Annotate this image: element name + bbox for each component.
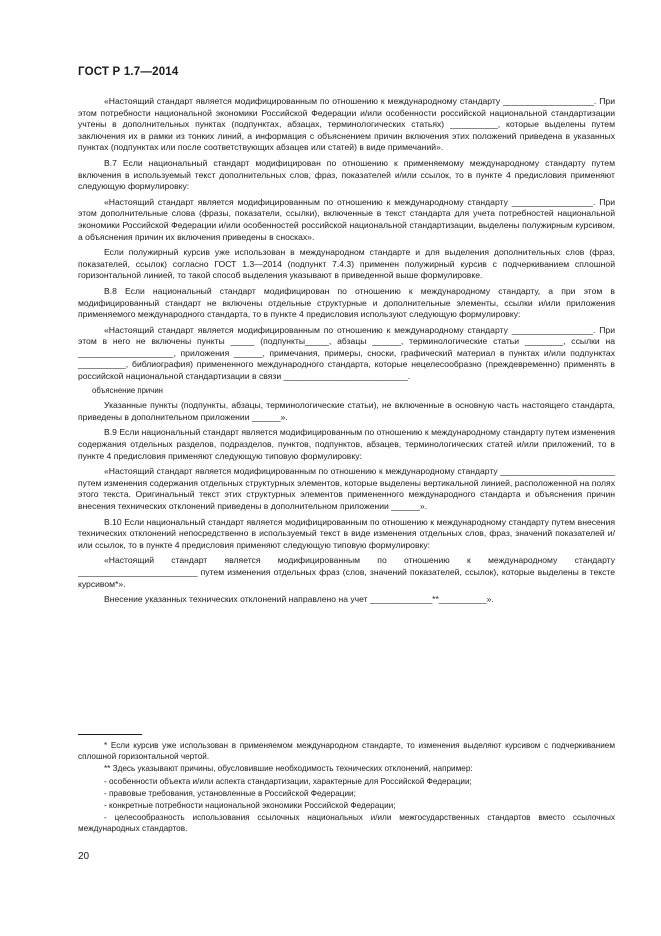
- paragraph-v6-formula: «Настоящий стандарт является модифицированным по отношению к международному стандарту ___________________. При этом потребности национальной экономики Российской Федерации и/или особенности российской национальной стандартизации учтены в дополнительных пунктах (подпунктах, абзацах, терминологических статьях) __________, которые выделены путем заключения их в рамки из тонких линий, а информация с объяснением причин включения этих положений приведена в указанных пунктах (подпунктах или после соответствующих абзацев или статей) в виде примечаний».: [78, 96, 615, 153]
- footnote-2-item: - конкретные потребности национальной экономики Российской Федерации;: [104, 801, 396, 811]
- blank-caption: объяснение причин: [92, 385, 163, 395]
- footnote-2-item: - целесообразность использования ссылочных национальных и/или межгосударственных стандартов вместо ссылочных международных стандартов.: [78, 813, 615, 834]
- paragraph-v10-note: Внесение указанных технических отклонений направлено на учет _____________**__________».: [104, 594, 494, 605]
- footnote-divider: [78, 734, 142, 735]
- paragraph-v7-note: Если полужирный курсив уже использован в международном стандарте и для выделения дополнительных слов (фраз, показателей, ссылок) согласно ГОСТ 1.3—2014 (подпункт 7.4.3) применен полужирный курсив с подчеркиванием сплошной горизонтальной линией, то такой способ выделения указывают в приведенной выше формулировке.: [78, 247, 615, 281]
- page-number: 20: [78, 851, 90, 862]
- footnote-2-item: - правовые требования, установленные в Российской Федерации;: [104, 788, 356, 798]
- paragraph-v9: В.9 Если национальный стандарт является модифицированным по отношению к международному стандарту путем изменения содержания отдельных разделов, подразделов, пунктов, подпунктов, абзацев, терминологических статей и/или приложений, то в пункте 4 предисловия применяют следующую типовую формулировку:: [78, 427, 615, 461]
- paragraph-v8-continuation: Указанные пункты (подпункты, абзацы, терминологические статьи), не включенные в основную часть настоящего стандарта, приведены в дополнительном приложении ______».: [78, 400, 615, 422]
- paragraph-v10-formula: «Настоящий стандарт является модифицированным по отношению к международному стандарту _________________________ путем изменения отдельных фраз (слов, значений показателей, ссылок), которые выделены в тексте курсивом*».: [78, 555, 615, 589]
- paragraph-v9-formula: «Настоящий стандарт является модифицированным по отношению к международному стандарту ________________________ путем изменения содержания отдельных структурных элементов, которые выделены вертикальной линией, расположенной на полях этого текста. Оригинальный текст этих структурных элементов примененного международного стандарта и объяснения причин внесения технических отклонений приведены в дополнительном приложении ______».: [78, 466, 615, 511]
- paragraph-v8: В.8 Если национальный стандарт модифицирован по отношению к международному стандарту, а при этом в модифицированный стандарт не включены отдельные структурные и дополнительные элементы, ссылки и/или приложения применяемого международного стандарта, то в пункте 4 предисловия используют следующую формулировку:: [78, 285, 615, 320]
- footnotes: [78, 740, 615, 836]
- paragraph-v8-formula: «Настоящий стандарт является модифицированным по отношению к международному стандарту _________________. При этом в него не включены пункты _____ (подпункты_____, абзацы ______, терминологические статьи ________, ссылки на ____________________, приложения ______, примечания, примеры, сноски, графический материал в пунктах и/или подпунктах __________, библиография) примененного международного стандарта, которые нецелесообразно (преждевременно) применять в российской национальной стандартизации в связи __________________________.: [78, 324, 615, 382]
- paragraph-v7: В.7 Если национальный стандарт модифицирован по отношению к применяемому международному стандарту путем включения в используемый текст дополнительных слов, фраз, показателей и/или ссылок, то в пункте 4 предисловия применяют следующую формулировку:: [78, 157, 615, 192]
- footnote-2-item: - особенности объекта и/или аспекта стандартизации, характерные для Российской Федерации;: [104, 776, 472, 786]
- main-text: [78, 96, 615, 610]
- page-header-title: ГОСТ Р 1.7—2014: [78, 66, 179, 78]
- footnote-1: * Если курсив уже использован в применяемом международном стандарте, то изменения выделяют курсивом с подчеркиванием сплошной горизонтальной чертой.: [78, 741, 615, 762]
- paragraph-v10: В.10 Если национальный стандарт является модифицированным по отношению к международному стандарту путем внесения технических отклонений непосредственно в используемый текст в виде изменения отдельных слов, фраз, значений показателей и/или ссылок, то в пункте 4 предисловия применяют следующую типовую формулировку:: [78, 516, 615, 550]
- paragraph-v7-formula: «Настоящий стандарт является модифицированным по отношению к международному стандарту _________________. При этом дополнительные слова (фразы, показатели, ссылки), включенные в текст стандарта для учета потребностей национальной экономики Российской Федерации и/или особенностей российской национальной стандартизации, выделены полужирным курсивом, а объяснения причин их включения приведены в сносках».: [78, 196, 615, 242]
- footnote-2: ** Здесь указывают причины, обусловившие необходимость технических отклонений, например:: [104, 764, 473, 774]
